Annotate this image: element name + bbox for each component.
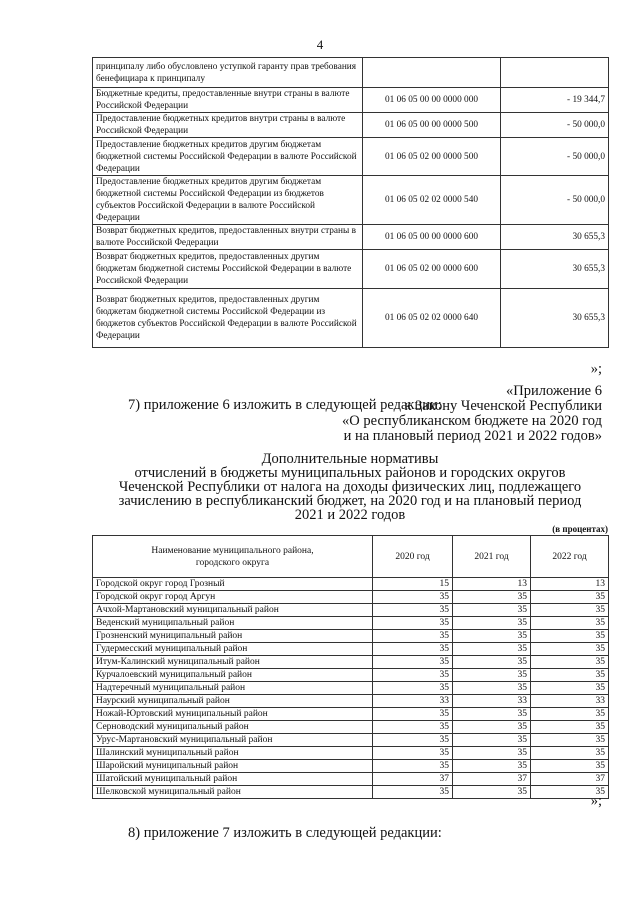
cell-name: Возврат бюджетных кредитов, предоставленных другим бюджетам бюджетной системы Российской Федерации из бюджетов субъектов Российской Федерации в валюте Российской Федерации	[93, 289, 363, 348]
cell-code	[363, 58, 501, 88]
table-row	[93, 578, 609, 591]
cell-value: 35	[531, 760, 609, 773]
cell-district: Курчалоевский муниципальный район	[93, 669, 373, 682]
cell-code: 01 06 05 02 02 0000 640	[363, 289, 501, 348]
cell-value: 35	[531, 604, 609, 617]
cell-value: 35	[453, 604, 531, 617]
cell-value: 35	[531, 656, 609, 669]
cell-value: 35	[531, 682, 609, 695]
cell-district: Итум-Калинский муниципальный район	[93, 656, 373, 669]
item-7-text: 7) приложение 6 изложить в следующей редакции:	[128, 397, 442, 413]
table-row	[93, 113, 609, 138]
table-row	[93, 708, 609, 721]
cell-value: 37	[453, 773, 531, 786]
table-row	[93, 721, 609, 734]
cell-district: Гудермесский муниципальный район	[93, 643, 373, 656]
cell-district: Шатойский муниципальный район	[93, 773, 373, 786]
page-number: 4	[316, 37, 324, 52]
cell-value: 35	[373, 734, 453, 747]
cell-code: 01 06 05 02 02 0000 540	[363, 176, 501, 225]
table-row	[93, 630, 609, 643]
document-title	[92, 452, 608, 522]
cell-value: 35	[453, 721, 531, 734]
cell-value: 37	[373, 773, 453, 786]
cell-value: 35	[453, 708, 531, 721]
cell-name: Предоставление бюджетных кредитов внутри страны в валюте Российской Федерации	[93, 113, 363, 138]
table-row	[93, 138, 609, 176]
cell-value: 35	[453, 734, 531, 747]
cell-value: 35	[453, 786, 531, 799]
table-row	[93, 604, 609, 617]
cell-value: 35	[531, 669, 609, 682]
cell-district: Шалинский муниципальный район	[93, 747, 373, 760]
cell-district: Шаройский муниципальный район	[93, 760, 373, 773]
cell-amount: 30 655,3	[501, 225, 609, 250]
table-row	[93, 58, 609, 88]
table-row	[93, 734, 609, 747]
cell-name: Предоставление бюджетных кредитов другим бюджетам бюджетной системы Российской Федерации из бюджетов субъектов Российской Федерации в валюте Российской Федерации	[93, 176, 363, 225]
table-row	[93, 88, 609, 113]
table-row	[93, 669, 609, 682]
cell-name: принципалу либо обусловлено уступкой гаранту прав требования бенефициара к принципалу	[93, 58, 363, 88]
cell-value: 35	[453, 682, 531, 695]
cell-value: 35	[373, 786, 453, 799]
cell-value: 35	[373, 669, 453, 682]
appendix-line: «О республиканском бюджете на 2020 год	[342, 413, 602, 429]
header-2020: 2020 год	[373, 536, 453, 578]
cell-value: 35	[453, 747, 531, 760]
cell-value: 35	[373, 630, 453, 643]
header-2022: 2022 год	[531, 536, 609, 578]
table-row	[93, 695, 609, 708]
table-row	[93, 176, 609, 225]
cell-value: 35	[531, 630, 609, 643]
cell-district: Наурский муниципальный район	[93, 695, 373, 708]
cell-value: 13	[453, 578, 531, 591]
cell-value: 35	[531, 591, 609, 604]
table-row	[93, 591, 609, 604]
cell-value: 35	[453, 656, 531, 669]
table-row	[93, 760, 609, 773]
cell-code: 01 06 05 02 00 0000 500	[363, 138, 501, 176]
cell-value: 15	[373, 578, 453, 591]
table-row	[93, 786, 609, 799]
cell-value: 35	[373, 617, 453, 630]
cell-value: 35	[373, 708, 453, 721]
table-row	[93, 289, 609, 348]
table-row	[93, 250, 609, 289]
title-line: Чеченской Республики от налога на доходы физических лиц, подлежащего	[118, 479, 582, 495]
table-row	[93, 682, 609, 695]
cell-amount: 30 655,3	[501, 289, 609, 348]
cell-value: 35	[453, 630, 531, 643]
cell-value: 35	[453, 617, 531, 630]
cell-value: 35	[531, 721, 609, 734]
cell-value: 35	[531, 734, 609, 747]
cell-name: Возврат бюджетных кредитов, предоставленных другим бюджетам бюджетной системы Российской Федерации в валюте Российской Федерации	[93, 250, 363, 289]
cell-district: Ачхой-Мартановский муниципальный район	[93, 604, 373, 617]
cell-value: 35	[453, 591, 531, 604]
appendix-header	[342, 384, 602, 444]
cell-district: Веденский муниципальный район	[93, 617, 373, 630]
cell-amount: - 50 000,0	[501, 113, 609, 138]
cell-name: Возврат бюджетных кредитов, предоставленных внутри страны в валюте Российской Федерации	[93, 225, 363, 250]
cell-value: 33	[373, 695, 453, 708]
cell-value: 35	[453, 760, 531, 773]
cell-value: 35	[373, 760, 453, 773]
appendix-line: «Приложение 6	[506, 383, 602, 399]
cell-name: Бюджетные кредиты, предоставленные внутри страны в валюте Российской Федерации	[93, 88, 363, 113]
cell-code: 01 06 05 00 00 0000 600	[363, 225, 501, 250]
close-quote: »;	[590, 361, 602, 377]
table-row	[93, 617, 609, 630]
appendix-line: к Закону Чеченской Республики	[404, 398, 602, 414]
cell-value: 35	[531, 708, 609, 721]
header-2021: 2021 год	[453, 536, 531, 578]
table-row	[93, 747, 609, 760]
cell-district: Городской округ город Грозный	[93, 578, 373, 591]
cell-value: 35	[531, 617, 609, 630]
cell-district: Серноводский муниципальный район	[93, 721, 373, 734]
cell-district: Грозненский муниципальный район	[93, 630, 373, 643]
cell-value: 35	[373, 747, 453, 760]
table-row	[93, 643, 609, 656]
table-row	[93, 656, 609, 669]
cell-amount: - 19 344,7	[501, 88, 609, 113]
table-row	[93, 773, 609, 786]
cell-value: 35	[531, 747, 609, 760]
cell-district: Урус-Мартановский муниципальный район	[93, 734, 373, 747]
item-8-text: 8) приложение 7 изложить в следующей редакции:	[128, 825, 442, 841]
cell-value: 35	[373, 656, 453, 669]
units-label: (в процентах)	[552, 524, 608, 534]
cell-value: 37	[531, 773, 609, 786]
cell-amount: 30 655,3	[501, 250, 609, 289]
table-row	[93, 225, 609, 250]
cell-district: Городской округ город Аргун	[93, 591, 373, 604]
cell-value: 35	[373, 591, 453, 604]
cell-value: 13	[531, 578, 609, 591]
cell-value: 35	[373, 604, 453, 617]
title-line: 2021 и 2022 годов	[294, 507, 406, 523]
cell-value: 35	[453, 669, 531, 682]
header-name: Наименование муниципального района, городского округа	[93, 536, 373, 578]
cell-value: 35	[531, 643, 609, 656]
appendix-line: и на плановый период 2021 и 2022 годов»	[343, 428, 602, 444]
sources-table	[92, 57, 609, 348]
title-line: зачислению в республиканский бюджет, на 2020 год и на плановый период	[118, 493, 582, 509]
cell-code: 01 06 05 02 00 0000 600	[363, 250, 501, 289]
cell-value: 35	[373, 682, 453, 695]
cell-amount: - 50 000,0	[501, 138, 609, 176]
cell-amount: - 50 000,0	[501, 176, 609, 225]
cell-value: 33	[531, 695, 609, 708]
cell-value: 35	[531, 786, 609, 799]
title-line: отчислений в бюджеты муниципальных районов и городских округов	[134, 465, 566, 481]
cell-value: 35	[373, 721, 453, 734]
cell-district: Надтеречный муниципальный район	[93, 682, 373, 695]
cell-district: Шелковской муниципальный район	[93, 786, 373, 799]
cell-amount	[501, 58, 609, 88]
title-line: Дополнительные нормативы	[261, 451, 439, 467]
cell-value: 35	[373, 643, 453, 656]
cell-value: 33	[453, 695, 531, 708]
cell-name: Предоставление бюджетных кредитов другим бюджетам бюджетной системы Российской Федерации в валюте Российской Федерации	[93, 138, 363, 176]
cell-value: 35	[453, 643, 531, 656]
normatives-table	[92, 535, 609, 799]
close-quote: »;	[590, 793, 602, 809]
cell-district: Ножай-Юртовский муниципальный район	[93, 708, 373, 721]
cell-code: 01 06 05 00 00 0000 500	[363, 113, 501, 138]
cell-code: 01 06 05 00 00 0000 000	[363, 88, 501, 113]
